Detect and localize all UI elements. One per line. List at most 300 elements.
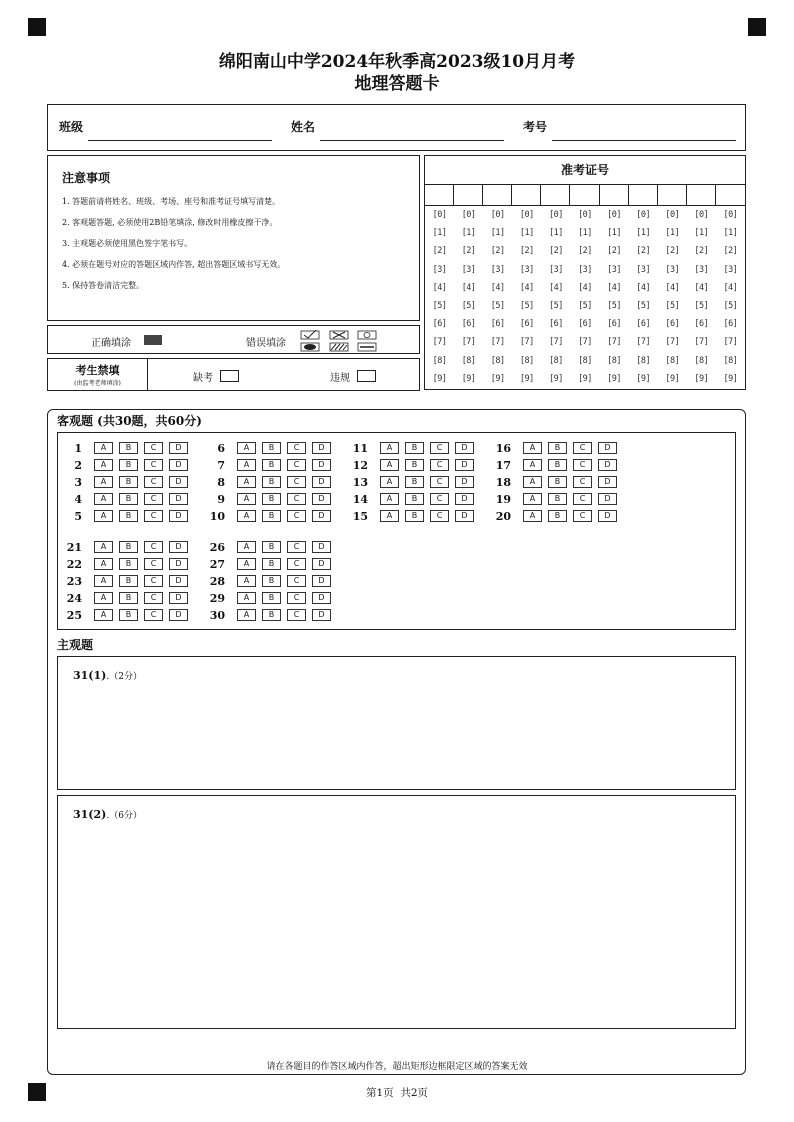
ticket-digit-bubble[interactable]: [0] [461, 210, 476, 220]
ticket-digit-bubble[interactable]: [7] [636, 337, 651, 348]
ticket-digit-bubble[interactable]: [7] [723, 337, 738, 348]
option-bubble[interactable]: A [237, 459, 256, 471]
violation-label: 违规 [330, 373, 350, 384]
option-bubble[interactable]: B [548, 442, 567, 454]
option-bubble[interactable]: C [430, 442, 449, 454]
option-bubble[interactable]: B [119, 442, 138, 454]
option-bubble[interactable]: C [287, 541, 306, 553]
ticket-digit-bubble[interactable]: [6] [636, 319, 651, 330]
prohibited-box [47, 358, 420, 391]
student-info-box [47, 104, 746, 151]
option-bubble[interactable]: C [287, 609, 306, 621]
option-bubble[interactable]: A [94, 442, 113, 454]
ticket-digit-bubble[interactable]: [4] [432, 282, 447, 293]
objective-question-row [487, 509, 623, 523]
objective-question-row [201, 509, 337, 523]
option-bubble[interactable]: D [169, 442, 188, 454]
ticket-digit-bubble[interactable]: [8] [548, 355, 563, 366]
ticket-digit-bubble[interactable]: [9] [490, 373, 505, 384]
objective-question-row [58, 608, 194, 622]
note-item: 5. 保持答卷清洁完整。 [62, 281, 145, 290]
option-bubble[interactable]: D [598, 459, 617, 471]
option-bubble[interactable]: A [94, 592, 113, 604]
ticket-digit-bubble[interactable]: [5] [490, 300, 505, 311]
ticket-digit-bubble[interactable]: [0] [490, 210, 505, 220]
ticket-digit-bubble[interactable]: [5] [519, 300, 534, 311]
option-bubble[interactable]: C [144, 609, 163, 621]
ticket-digit-bubble[interactable]: [9] [665, 373, 680, 384]
option-bubble[interactable]: A [94, 459, 113, 471]
question-number: 24 [66, 591, 82, 605]
option-bubble[interactable]: A [94, 541, 113, 553]
option-bubble[interactable]: A [237, 476, 256, 488]
option-bubble[interactable]: D [598, 510, 617, 522]
option-bubble[interactable]: D [312, 510, 331, 522]
option-bubble[interactable]: D [312, 592, 331, 604]
ticket-digit-bubble[interactable]: [4] [665, 282, 680, 293]
option-bubble[interactable]: B [119, 493, 138, 505]
objective-question-row [58, 574, 194, 588]
ticket-digit-bubble[interactable]: [5] [636, 300, 651, 311]
ticket-digit-bubble[interactable]: [2] [665, 246, 680, 257]
ticket-digit-bubble[interactable]: [1] [578, 228, 592, 239]
ticket-digit-bubble[interactable]: [7] [607, 337, 621, 348]
objective-question-row [201, 574, 337, 588]
option-bubble[interactable]: D [169, 459, 188, 471]
ticket-digit-bubble[interactable]: [0] [432, 210, 447, 220]
note-item: 4. 必须在题号对应的答题区域内作答, 超出答题区域书写无效。 [62, 260, 286, 269]
ticket-digit-bubble[interactable]: [4] [636, 282, 651, 293]
ticket-digit-bubble[interactable]: [8] [490, 355, 505, 366]
option-bubble[interactable]: D [169, 510, 188, 522]
option-bubble[interactable]: A [523, 442, 542, 454]
option-bubble[interactable]: C [287, 459, 306, 471]
ticket-digit-bubble[interactable]: [6] [548, 319, 563, 330]
ticket-digit-bubble[interactable]: [8] [723, 355, 738, 366]
ticket-digit-bubble[interactable]: [0] [694, 210, 709, 220]
option-bubble[interactable]: D [169, 592, 188, 604]
ticket-digit-bubble[interactable]: [5] [723, 300, 738, 311]
option-bubble[interactable]: C [430, 459, 449, 471]
ticket-digit-bubble[interactable]: [4] [490, 282, 505, 293]
question-number: 1 [74, 441, 82, 455]
option-bubble[interactable]: C [573, 510, 592, 522]
ticket-digit-bubble[interactable]: [9] [519, 373, 534, 384]
ticket-digit-bubble[interactable]: [4] [578, 282, 592, 293]
ticket-digit-bubble[interactable]: [9] [607, 373, 621, 384]
absent-checkbox[interactable] [220, 370, 239, 382]
option-bubble[interactable]: B [548, 459, 567, 471]
ticket-digit-bubble[interactable]: [0] [519, 210, 534, 220]
ticket-digit-bubble[interactable]: [4] [461, 282, 476, 293]
option-bubble[interactable]: A [380, 493, 399, 505]
ticket-digit-bubble[interactable]: [8] [461, 355, 476, 366]
ticket-digit-bubble[interactable]: [7] [665, 337, 680, 348]
option-bubble[interactable]: C [573, 476, 592, 488]
option-bubble[interactable]: D [312, 558, 331, 570]
option-bubble[interactable]: D [598, 493, 617, 505]
ticket-digit-bubble[interactable]: [3] [665, 264, 680, 275]
ticket-digit-bubble[interactable]: [0] [665, 210, 680, 220]
option-bubble[interactable]: C [287, 558, 306, 570]
objective-question-row [344, 492, 480, 506]
question-31-1-points: .（2分） [106, 672, 142, 682]
option-bubble[interactable]: A [94, 609, 113, 621]
option-bubble[interactable]: C [287, 510, 306, 522]
question-31-1-number: 31(1) [73, 669, 107, 682]
option-bubble[interactable]: D [169, 476, 188, 488]
question-number: 20 [495, 509, 511, 523]
option-bubble[interactable]: D [169, 575, 188, 587]
ticket-digit-bubble[interactable]: [1] [519, 228, 534, 239]
ticket-digit-bubble[interactable]: [1] [607, 228, 621, 239]
ticket-title: 准考证号 [425, 156, 745, 185]
option-bubble[interactable]: B [262, 459, 281, 471]
ticket-digit-bubble[interactable]: [3] [548, 264, 563, 275]
ticket-digit-bubble[interactable]: [9] [578, 373, 592, 384]
option-bubble[interactable]: D [312, 459, 331, 471]
name-field[interactable] [320, 140, 504, 141]
option-bubble[interactable]: A [380, 442, 399, 454]
option-bubble[interactable]: B [119, 592, 138, 604]
option-bubble[interactable]: B [405, 476, 424, 488]
option-bubble[interactable]: C [144, 493, 163, 505]
sheet-title: 绵阳南山中学2024年秋季高2023级10月月考 [218, 52, 576, 72]
ticket-digit-write-cell[interactable] [483, 184, 512, 206]
objective-question-row [58, 475, 194, 489]
option-bubble[interactable]: B [548, 476, 567, 488]
question-number: 7 [217, 458, 225, 472]
option-bubble[interactable]: B [262, 609, 281, 621]
question-number: 29 [209, 591, 225, 605]
option-bubble[interactable]: B [119, 476, 138, 488]
question-number: 30 [209, 608, 225, 622]
ticket-digit-bubble[interactable]: [6] [461, 319, 476, 330]
question-number: 18 [495, 475, 511, 489]
option-bubble[interactable]: B [262, 493, 281, 505]
option-bubble[interactable]: A [237, 493, 256, 505]
ticket-digit-bubble[interactable]: [6] [607, 319, 621, 330]
ticket-digit-write-cell[interactable] [629, 184, 658, 206]
option-bubble[interactable]: C [573, 459, 592, 471]
ticket-digit-bubble[interactable]: [9] [461, 373, 476, 384]
option-bubble[interactable]: D [455, 459, 474, 471]
objective-question-row [201, 557, 337, 571]
ticket-digit-bubble[interactable]: [1] [432, 228, 447, 239]
option-bubble[interactable]: B [262, 476, 281, 488]
option-bubble[interactable]: D [455, 510, 474, 522]
option-bubble[interactable]: A [237, 558, 256, 570]
ticket-digit-bubble[interactable]: [4] [607, 282, 621, 293]
option-bubble[interactable]: C [144, 592, 163, 604]
option-bubble[interactable]: D [169, 493, 188, 505]
ticket-digit-bubble[interactable]: [3] [636, 264, 651, 275]
ticket-digit-bubble[interactable]: [5] [548, 300, 563, 311]
option-bubble[interactable]: C [287, 442, 306, 454]
class-label: 班级 [59, 120, 84, 134]
ticket-digit-bubble[interactable]: [5] [694, 300, 709, 311]
option-bubble[interactable]: A [523, 510, 542, 522]
correct-fill-label: 正确填涂 [91, 338, 131, 349]
option-bubble[interactable]: B [119, 459, 138, 471]
ticket-digit-bubble[interactable]: [9] [636, 373, 651, 384]
ticket-digit-bubble[interactable]: [3] [578, 264, 592, 275]
option-bubble[interactable]: A [94, 510, 113, 522]
ticket-digit-bubble[interactable]: [8] [694, 355, 709, 366]
ticket-digit-bubble[interactable]: [5] [432, 300, 447, 311]
option-bubble[interactable]: B [119, 510, 138, 522]
ticket-digit-write-cell[interactable] [658, 184, 687, 206]
option-bubble[interactable]: A [94, 575, 113, 587]
sheet-subtitle: 地理答题卡 [354, 74, 440, 94]
ticket-digit-bubble[interactable]: [0] [723, 210, 738, 220]
ticket-digit-bubble[interactable]: [6] [723, 319, 738, 330]
option-bubble[interactable]: D [312, 609, 331, 621]
option-bubble[interactable]: D [312, 541, 331, 553]
ticket-digit-bubble[interactable]: [8] [607, 355, 621, 366]
option-bubble[interactable]: B [405, 493, 424, 505]
option-bubble[interactable]: D [312, 442, 331, 454]
ticket-digit-bubble[interactable]: [9] [694, 373, 709, 384]
objective-question-row [344, 441, 480, 455]
ticket-digit-bubble[interactable]: [1] [548, 228, 563, 239]
question-number: 15 [352, 509, 368, 523]
ticket-digit-column [716, 184, 745, 388]
option-bubble[interactable]: A [237, 541, 256, 553]
option-bubble[interactable]: C [144, 442, 163, 454]
ticket-digit-bubble[interactable]: [3] [723, 264, 738, 275]
ticket-digit-bubble[interactable]: [7] [432, 337, 447, 348]
option-bubble[interactable]: C [573, 442, 592, 454]
question-number: 23 [66, 574, 82, 588]
class-field[interactable] [88, 140, 272, 141]
ticket-digit-write-cell[interactable] [600, 184, 629, 206]
option-bubble[interactable]: C [144, 575, 163, 587]
option-bubble[interactable]: B [119, 541, 138, 553]
ticket-digit-bubble[interactable]: [3] [694, 264, 709, 275]
ticket-digit-bubble[interactable]: [1] [694, 228, 709, 239]
page-number: 第1页 共2页 [365, 1087, 429, 1099]
ticket-digit-bubble[interactable]: [2] [636, 246, 651, 257]
option-bubble[interactable]: B [119, 575, 138, 587]
note-item: 3. 主观题必须使用黑色签字笔书写。 [62, 239, 193, 248]
objective-title: 客观题 (共30题，共60分) [57, 414, 202, 428]
option-bubble[interactable]: C [573, 493, 592, 505]
ticket-digit-write-cell[interactable] [541, 184, 570, 206]
option-bubble[interactable]: A [237, 575, 256, 587]
ticket-digit-bubble[interactable]: [2] [607, 246, 621, 257]
ticket-digit-bubble[interactable]: [4] [723, 282, 738, 293]
option-bubble[interactable]: B [405, 459, 424, 471]
option-bubble[interactable]: D [598, 442, 617, 454]
option-bubble[interactable]: A [523, 459, 542, 471]
ticket-digit-bubble[interactable]: [5] [665, 300, 680, 311]
option-bubble[interactable]: C [430, 476, 449, 488]
option-bubble[interactable]: A [380, 459, 399, 471]
ticket-digit-bubble[interactable]: [6] [519, 319, 534, 330]
ticket-digit-bubble[interactable]: [4] [548, 282, 563, 293]
ticket-digit-column [658, 184, 687, 388]
option-bubble[interactable]: B [262, 575, 281, 587]
ticket-digit-write-cell[interactable] [687, 184, 716, 206]
ticket-digit-column [512, 184, 541, 388]
ticket-digit-bubble[interactable]: [1] [665, 228, 680, 239]
ticket-digit-bubble[interactable]: [2] [578, 246, 592, 257]
ticket-digit-bubble[interactable]: [4] [694, 282, 709, 293]
ticket-digit-bubble[interactable]: [6] [578, 319, 592, 330]
ticket-digit-bubble[interactable]: [7] [519, 337, 534, 348]
option-bubble[interactable]: C [430, 510, 449, 522]
question-31-2-number: 31(2) [73, 808, 107, 821]
answer-box-31-1[interactable] [57, 656, 736, 790]
ticket-digit-write-cell[interactable] [570, 184, 599, 206]
ticket-digit-bubble[interactable]: [9] [432, 373, 447, 384]
ticket-digit-bubble[interactable]: [7] [548, 337, 563, 348]
ticket-digit-bubble[interactable]: [3] [432, 264, 447, 275]
ticket-digit-bubble[interactable]: [5] [607, 300, 621, 311]
ticket-digit-bubble[interactable]: [3] [461, 264, 476, 275]
answer-box-31-2[interactable] [57, 795, 736, 1029]
option-bubble[interactable]: D [455, 476, 474, 488]
ticket-digit-write-cell[interactable] [512, 184, 541, 206]
option-bubble[interactable]: B [262, 510, 281, 522]
ticket-digit-bubble[interactable]: [8] [519, 355, 534, 366]
option-bubble[interactable]: C [287, 493, 306, 505]
ticket-digit-bubble[interactable]: [0] [578, 210, 592, 220]
ticket-digit-column [600, 184, 629, 388]
objective-question-row [58, 441, 194, 455]
ticket-digit-bubble[interactable]: [1] [490, 228, 505, 239]
option-bubble[interactable]: B [262, 541, 281, 553]
option-bubble[interactable]: C [287, 592, 306, 604]
ticket-digit-bubble[interactable]: [2] [723, 246, 738, 257]
option-bubble[interactable]: A [237, 510, 256, 522]
option-bubble[interactable]: A [94, 558, 113, 570]
option-bubble[interactable]: D [598, 476, 617, 488]
option-bubble[interactable]: D [169, 609, 188, 621]
violation-checkbox[interactable] [357, 370, 376, 382]
ticket-digit-bubble[interactable]: [7] [694, 337, 709, 348]
ticket-digit-write-cell[interactable] [425, 184, 454, 206]
ticket-digit-grid [425, 184, 745, 389]
ticket-digit-bubble[interactable]: [6] [432, 319, 447, 330]
option-bubble[interactable]: B [548, 510, 567, 522]
ticket-digit-bubble[interactable]: [8] [636, 355, 651, 366]
ticket-digit-bubble[interactable]: [9] [723, 373, 738, 384]
ticket-digit-bubble[interactable]: [6] [665, 319, 680, 330]
ticket-digit-bubble[interactable]: [7] [578, 337, 592, 348]
option-bubble[interactable]: D [312, 476, 331, 488]
ticket-digit-bubble[interactable]: [3] [607, 264, 621, 275]
ticket-digit-bubble[interactable]: [0] [636, 210, 651, 220]
option-bubble[interactable]: A [94, 493, 113, 505]
question-number: 12 [352, 458, 368, 472]
option-bubble[interactable]: C [430, 493, 449, 505]
option-bubble[interactable]: B [548, 493, 567, 505]
ticket-digit-bubble[interactable]: [0] [548, 210, 563, 220]
ticket-digit-write-cell[interactable] [454, 184, 483, 206]
option-bubble[interactable]: A [237, 592, 256, 604]
option-bubble[interactable]: D [169, 558, 188, 570]
ticket-digit-bubble[interactable]: [1] [723, 228, 738, 239]
ticket-digit-write-cell[interactable] [716, 184, 745, 206]
ticket-digit-bubble[interactable]: [2] [548, 246, 563, 257]
option-bubble[interactable]: A [523, 476, 542, 488]
objective-question-row [487, 475, 623, 489]
ticket-digit-bubble[interactable]: [7] [490, 337, 505, 348]
option-bubble[interactable]: C [144, 558, 163, 570]
ticket-digit-bubble[interactable]: [3] [519, 264, 534, 275]
ticket-digit-bubble[interactable]: [6] [694, 319, 709, 330]
ticket-digit-bubble[interactable]: [2] [694, 246, 709, 257]
ticket-digit-column [570, 184, 599, 388]
ticket-digit-bubble[interactable]: [8] [578, 355, 592, 366]
option-bubble[interactable]: C [144, 476, 163, 488]
option-bubble[interactable]: A [237, 442, 256, 454]
ticket-digit-bubble[interactable]: [0] [607, 210, 621, 220]
option-bubble[interactable]: C [144, 541, 163, 553]
ticket-digit-bubble[interactable]: [7] [461, 337, 476, 348]
option-bubble[interactable]: D [312, 493, 331, 505]
option-bubble[interactable]: A [380, 510, 399, 522]
option-bubble[interactable]: A [523, 493, 542, 505]
ticket-digit-bubble[interactable]: [1] [636, 228, 651, 239]
ticket-digit-bubble[interactable]: [1] [461, 228, 476, 239]
exam-no-label: 考号 [523, 120, 548, 134]
ticket-digit-bubble[interactable]: [5] [578, 300, 592, 311]
objective-question-row [58, 591, 194, 605]
ticket-digit-bubble[interactable]: [4] [519, 282, 534, 293]
option-bubble[interactable]: C [287, 476, 306, 488]
option-bubble[interactable]: B [262, 592, 281, 604]
exam-no-field[interactable] [552, 140, 736, 141]
option-bubble[interactable]: B [262, 558, 281, 570]
ticket-digit-bubble[interactable]: [8] [432, 355, 447, 366]
ticket-digit-bubble[interactable]: [8] [665, 355, 680, 366]
question-number: 6 [217, 441, 225, 455]
ticket-digit-bubble[interactable]: [9] [548, 373, 563, 384]
option-bubble[interactable]: B [405, 442, 424, 454]
option-bubble[interactable]: B [405, 510, 424, 522]
ticket-digit-bubble[interactable]: [2] [461, 246, 476, 257]
option-bubble[interactable]: B [119, 609, 138, 621]
option-bubble[interactable]: D [169, 541, 188, 553]
option-bubble[interactable]: D [312, 575, 331, 587]
subjective-title: 主观题 [57, 638, 94, 652]
option-bubble[interactable]: A [237, 609, 256, 621]
option-bubble[interactable]: A [380, 476, 399, 488]
option-bubble[interactable]: C [287, 575, 306, 587]
question-number: 16 [495, 441, 511, 455]
question-31-1-header [73, 669, 142, 682]
ticket-digit-bubble[interactable]: [3] [490, 264, 505, 275]
option-bubble[interactable]: C [144, 510, 163, 522]
question-number: 2 [74, 458, 82, 472]
ticket-digit-bubble[interactable]: [2] [519, 246, 534, 257]
option-bubble[interactable]: B [119, 558, 138, 570]
ticket-digit-bubble[interactable]: [2] [432, 246, 447, 257]
ticket-digit-bubble[interactable]: [5] [461, 300, 476, 311]
option-bubble[interactable]: A [94, 476, 113, 488]
objective-question-row [487, 458, 623, 472]
option-bubble[interactable]: D [455, 493, 474, 505]
objective-question-row [344, 509, 480, 523]
option-bubble[interactable]: D [455, 442, 474, 454]
option-bubble[interactable]: C [144, 459, 163, 471]
ticket-digit-bubble[interactable]: [2] [490, 246, 505, 257]
option-bubble[interactable]: B [262, 442, 281, 454]
ticket-digit-bubble[interactable]: [6] [490, 319, 505, 330]
